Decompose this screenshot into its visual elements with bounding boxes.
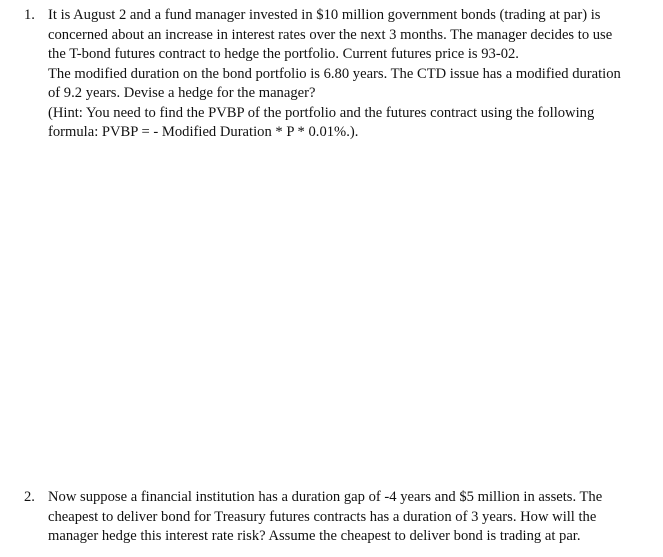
question-text-line: cheapest to deliver bond for Treasury futures contracts has a duration of 3 years. How will the	[48, 508, 597, 525]
question-text-line: manager hedge this interest rate risk? Assume the cheapest to deliver bond is trading at par.	[48, 528, 581, 544]
hint-text-line: (Hint: You need to find the PVBP of the portfolio and the futures contract using the following	[48, 104, 595, 121]
question-text-line: The modified duration on the bond portfolio is 6.80 years. The CTD issue has a modified duration	[48, 65, 621, 82]
question-text-line: concerned about an increase in interest rates over the next 3 months. The manager decides to use	[48, 26, 613, 43]
question-text-line: of 9.2 years. Devise a hedge for the manager?	[48, 85, 316, 101]
question-number: 1.	[24, 7, 35, 23]
question-text-line: Now suppose a financial institution has a duration gap of -4 years and $5 million in assets. The	[48, 489, 603, 505]
question-text-line: It is August 2 and a fund manager invested in $10 million government bonds (trading at par) is	[48, 7, 601, 23]
question-number: 2.	[24, 489, 35, 505]
question-text-line: the T-bond futures contract to hedge the portfolio. Current futures price is 93-02.	[48, 46, 519, 62]
hint-formula-line: formula: PVBP = - Modified Duration * P * 0.01%.).	[48, 124, 359, 140]
